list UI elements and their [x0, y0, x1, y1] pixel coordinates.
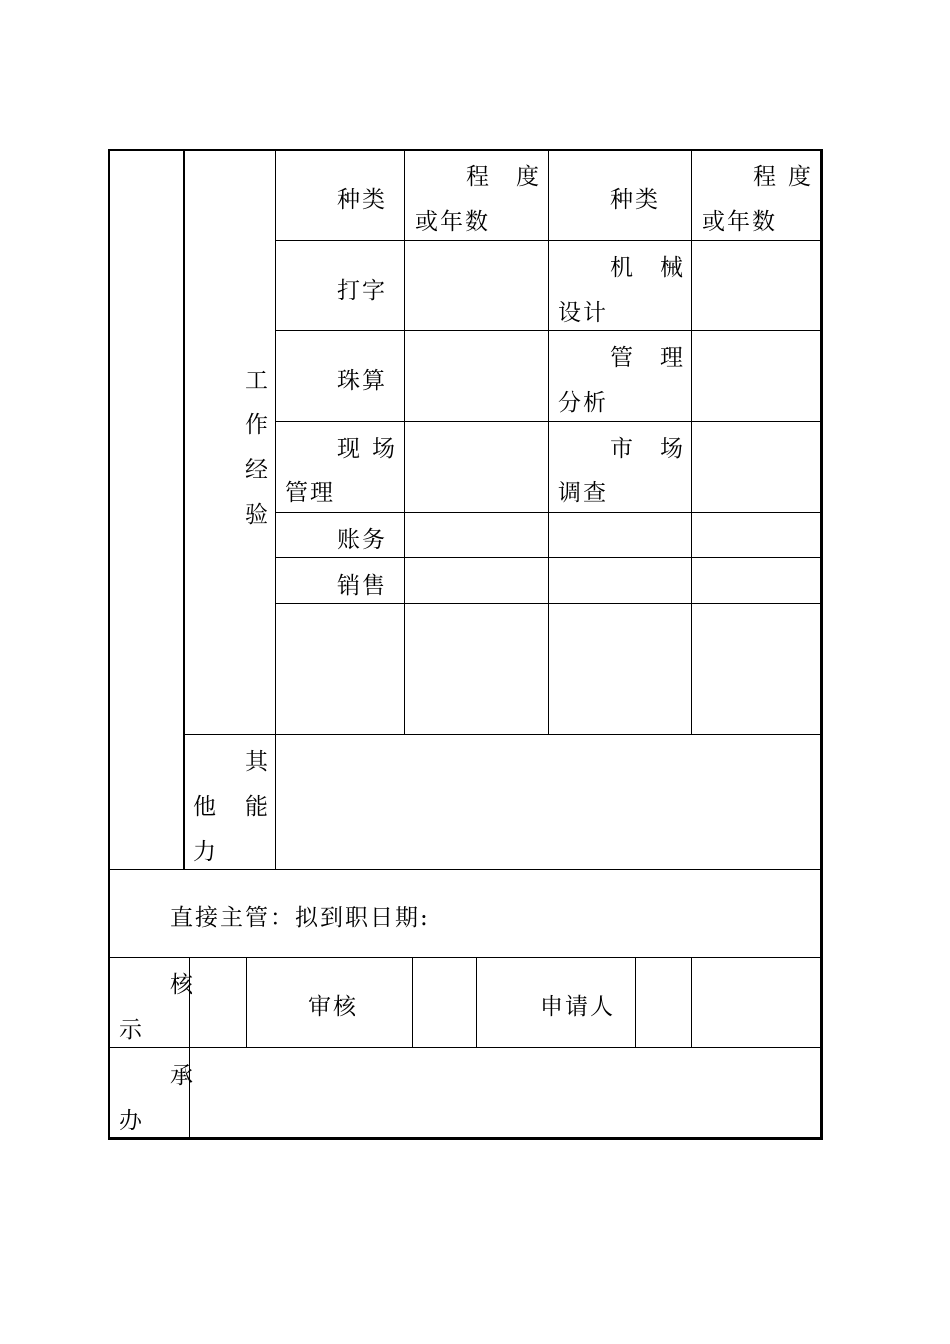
label-char: 经 [245, 457, 268, 483]
label-char: 工 [245, 368, 268, 394]
skill-typing: 打字 [337, 278, 387, 304]
review-label: 审核 [308, 994, 358, 1020]
divider [275, 557, 821, 558]
other-ability-char3: 能 [245, 794, 268, 820]
handling-label-char2: 办 [119, 1108, 142, 1134]
divider [275, 330, 821, 331]
table-right-border [820, 149, 823, 1140]
divider [635, 957, 636, 1048]
skill-sales: 销售 [337, 573, 387, 599]
divider [404, 150, 405, 734]
skill-accounting: 账务 [337, 527, 387, 553]
divider [108, 869, 821, 870]
skill-mgmt-analysis-part1: 管 [610, 345, 633, 371]
instruction-label-char2: 示 [119, 1017, 142, 1043]
level-header-right-part2: 度 [788, 164, 811, 190]
divider [246, 957, 247, 1048]
divider [412, 957, 413, 1048]
divider [691, 957, 692, 1048]
label-char: 作 [245, 412, 268, 438]
other-ability-char2: 他 [193, 794, 216, 820]
label-char: 验 [245, 502, 268, 528]
skill-mech-design-part1: 机 [610, 255, 633, 281]
supervisor-text: 直接主管：拟到职日期: [170, 905, 430, 931]
other-ability-char4: 力 [193, 839, 216, 865]
applicant-label: 申请人 [540, 994, 615, 1020]
level-header-right-part3: 或年数 [702, 209, 777, 235]
handling-label-char1: 承 [170, 1063, 193, 1089]
table-bottom-border [108, 1137, 823, 1140]
divider [275, 421, 821, 422]
divider [476, 957, 477, 1048]
divider [275, 240, 821, 241]
divider [275, 603, 821, 604]
skill-mgmt-analysis-part3: 分析 [558, 390, 608, 416]
table-top-border [108, 149, 823, 151]
divider [183, 734, 821, 735]
divider [108, 957, 821, 958]
divider [275, 150, 276, 869]
skill-mech-design-part3: 设计 [558, 300, 608, 326]
category-header-left: 种类 [337, 187, 387, 213]
skill-mgmt-analysis-part2: 理 [660, 345, 683, 371]
skill-abacus: 珠算 [337, 368, 387, 394]
skill-market-research-part2: 场 [660, 436, 683, 462]
divider [691, 150, 692, 734]
skill-site-mgmt-part1: 现 [337, 436, 360, 462]
level-header-left-part1: 程 [466, 164, 489, 190]
skill-site-mgmt-part2: 场 [372, 436, 395, 462]
divider [108, 1047, 821, 1048]
level-header-left-part2: 度 [516, 164, 539, 190]
level-header-right-part1: 程 [753, 164, 776, 190]
skill-market-research-part3: 调查 [558, 480, 608, 506]
skill-market-research-part1: 市 [610, 436, 633, 462]
category-header-right: 种类 [610, 187, 660, 213]
divider [183, 150, 185, 869]
skill-mech-design-part2: 械 [660, 255, 683, 281]
level-header-left-part3: 或年数 [415, 209, 490, 235]
divider [275, 512, 821, 513]
skill-site-mgmt-part3: 管理 [285, 480, 335, 506]
other-ability-char1: 其 [245, 749, 268, 775]
instruction-label-char1: 核 [170, 972, 193, 998]
table-left-border [108, 149, 110, 1140]
divider [548, 150, 549, 734]
